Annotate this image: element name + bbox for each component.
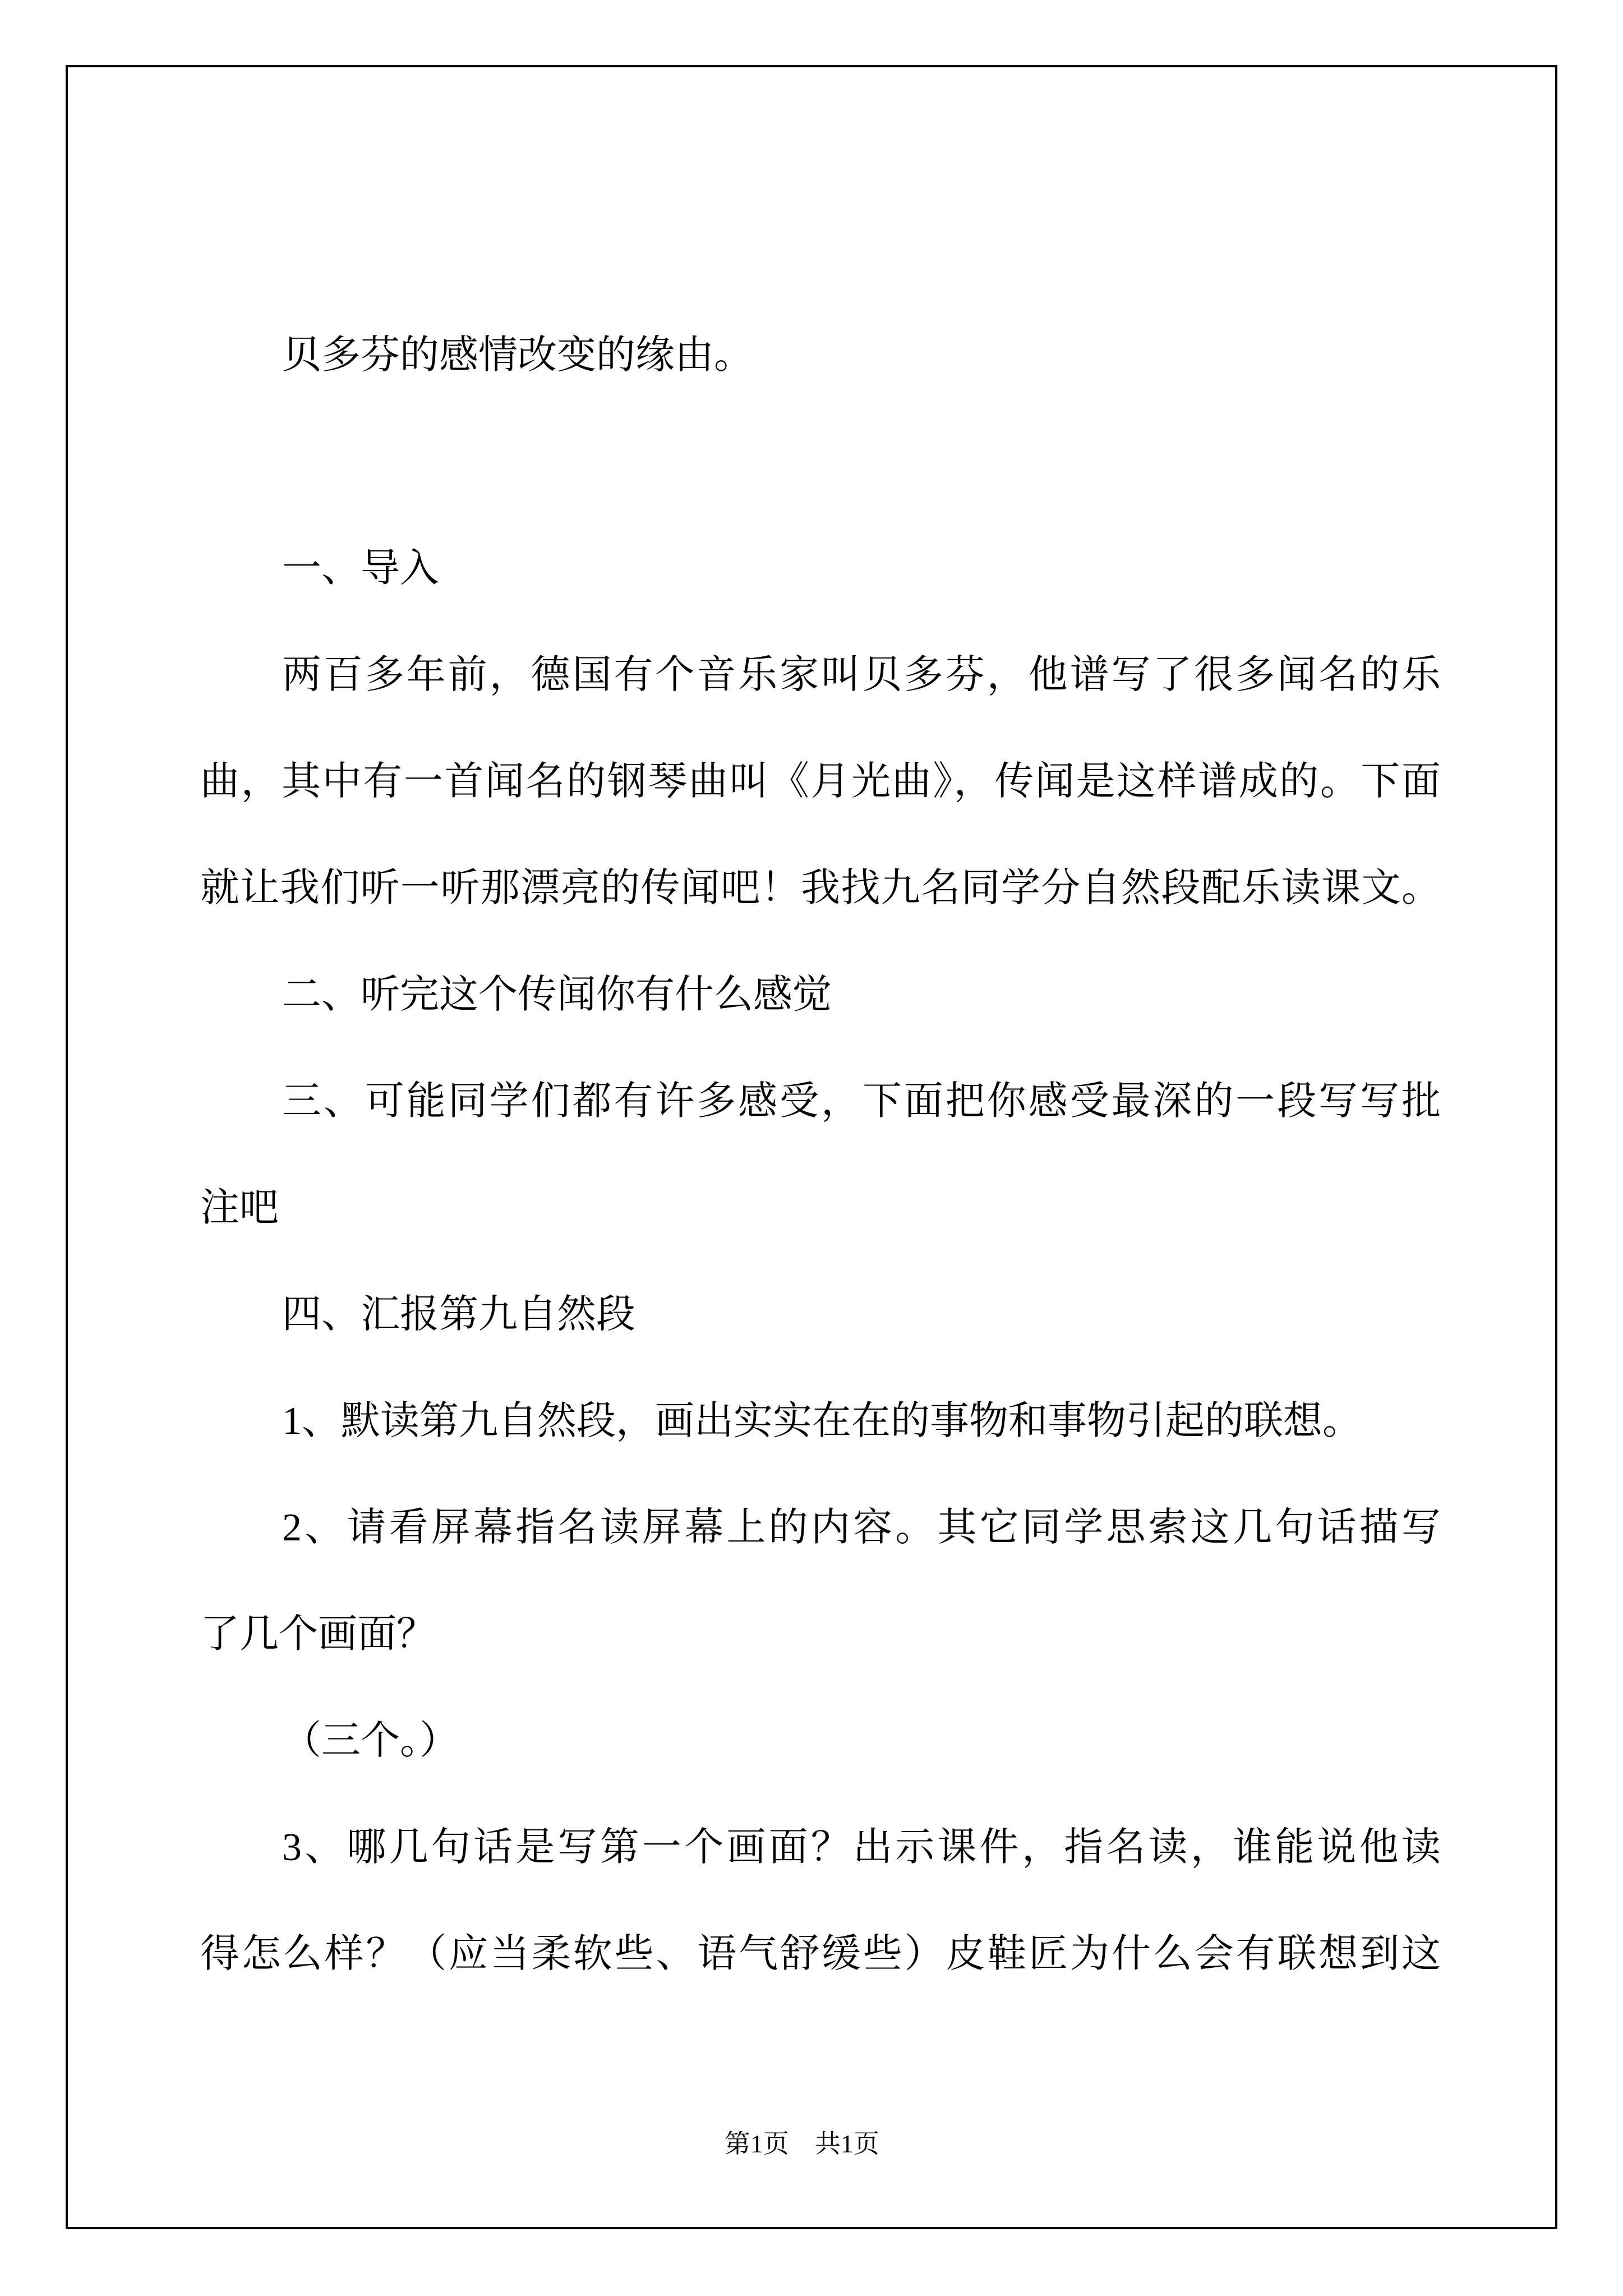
text-line: 得怎么样？（应当柔软些、语气舒缓些）皮鞋匠为什么会有联想到这 [200,1932,1441,1976]
text-line: （三个。） [282,1719,459,1763]
page-border [66,65,1557,2229]
text-line: 三、可能同学们都有许多感受，下面把你感受最深的一段写写批 [282,1080,1441,1123]
text-line: 贝多芬的感情改变的缘由。 [282,334,753,377]
text-line: 曲，其中有一首闻名的钢琴曲叫《月光曲》，传闻是这样谱成的。下面 [200,760,1441,803]
text-line: 了几个画面？ [200,1613,436,1656]
text-line: 注吧 [200,1186,279,1230]
text-line: 2、请看屏幕指名读屏幕上的内容。其它同学思索这几句话描写 [282,1506,1441,1549]
text-line: 3、哪几句话是写第一个画面？出示课件，指名读，谁能说他读 [282,1826,1441,1869]
text-line: 一、导入 [282,547,439,590]
text-line: 四、汇报第九自然段 [282,1293,635,1336]
text-line: 1、默读第九自然段，画出实实在在的事物和事物引起的联想。 [282,1400,1362,1443]
text-line: 两百多年前，德国有个音乐家叫贝多芬，他谱写了很多闻名的乐 [282,654,1441,697]
page-number-footer: 第1页 共1页 [725,2129,879,2158]
text-line: 二、听完这个传闻你有什么感觉 [282,973,832,1016]
text-line: 就让我们听一听那漂亮的传闻吧！我找九名同学分自然段配乐读课文。 [200,867,1441,910]
